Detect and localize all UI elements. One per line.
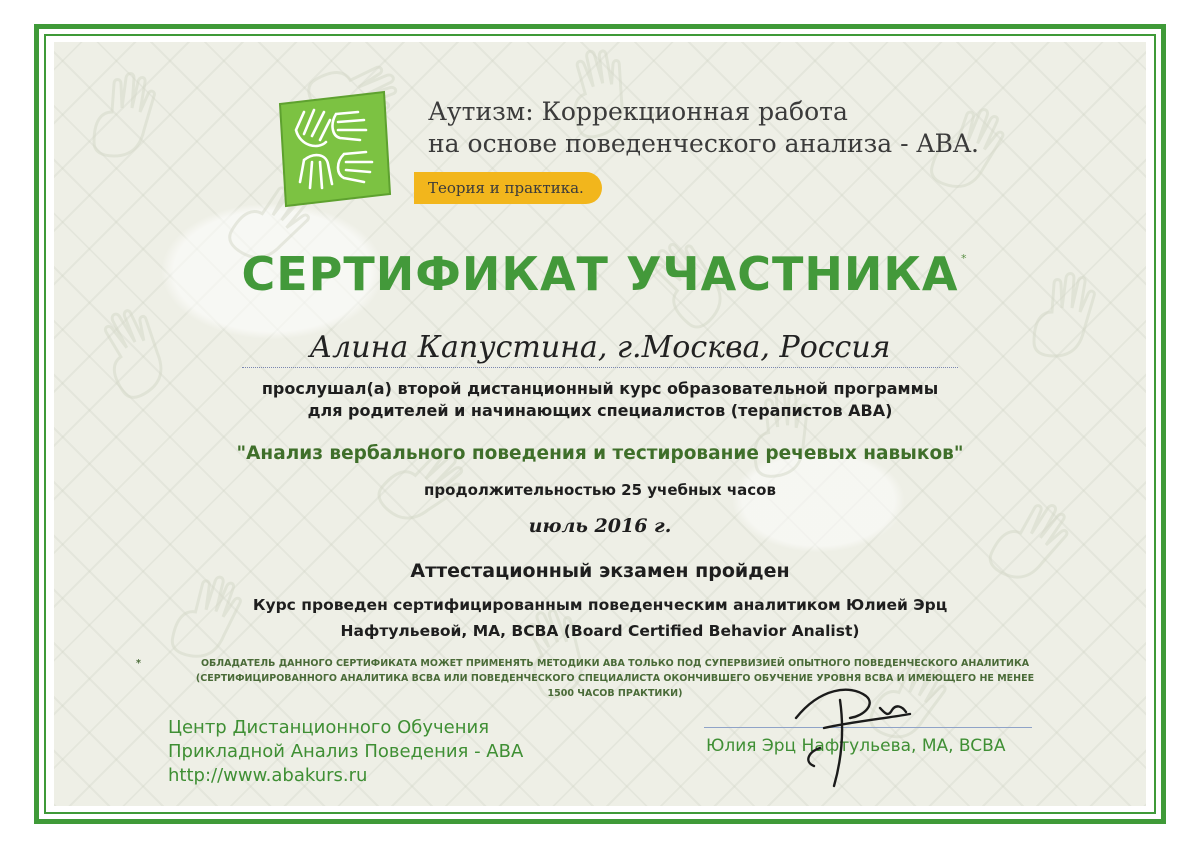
certificate-title: СЕРТИФИКАТ УЧАСТНИКА: [241, 247, 959, 301]
logo-title-line1: Аутизм: Коррекционная работа: [428, 97, 848, 126]
course-date: июль 2016 г.: [528, 515, 672, 537]
instructor-statement-line1: Курс проведен сертифицированным поведенческим аналитиком Юлией Эрц: [252, 596, 948, 614]
handwritten-signature: [780, 678, 940, 798]
exam-status: Аттестационный экзамен пройден: [410, 560, 790, 582]
course-description: [0, 378, 1200, 422]
logo-badge: Теория и практика.: [414, 172, 602, 204]
organization-line2: Прикладной Анализ Поведения - АВА: [168, 741, 524, 762]
organization-line1: Центр Дистанционного Обучения: [168, 717, 490, 738]
organization-url: http://www.abakurs.ru: [168, 765, 368, 786]
course-name: "Анализ вербального поведения и тестирование речевых навыков": [236, 443, 964, 464]
footnote: [136, 656, 1088, 701]
organization-block: [168, 716, 523, 788]
signer-name: Юлия Эрц Нафтульева, МА, BCBA: [706, 736, 1006, 756]
course-description-line1: прослушал(а) второй дистанционный курс образовательной программы: [261, 379, 939, 398]
instructor-statement: [0, 592, 1200, 644]
course-duration: продолжительностью 25 учебных часов: [424, 481, 776, 499]
recipient-name: Алина Капустина, г.Москва, Россия: [309, 330, 891, 365]
title-footnote-mark: *: [961, 252, 967, 265]
course-description-line2: для родителей и начинающих специалистов (терапистов АВА): [307, 401, 893, 420]
footnote-line1: ОБЛАДАТЕЛЬ ДАННОГО СЕРТИФИКАТА МОЖЕТ ПРИМЕНЯТЬ МЕТОДИКИ АВА ТОЛЬКО ПОД СУПЕРВИЗИЕЙ ОПЫТНОГО ПОВЕДЕНЧЕСКОГО АНАЛИТИКА: [200, 658, 1030, 669]
footnote-line3: 1500 ЧАСОВ ПРАКТИКИ): [547, 688, 683, 699]
recipient-underline: [242, 367, 958, 368]
logo-title-line2: на основе поведенческого анализа - ABA.: [428, 129, 979, 158]
logo-title: [428, 96, 988, 160]
footnote-line2: (СЕРТИФИЦИРОВАННОГО АНАЛИТИКА BCBA ИЛИ ПОВЕДЕНЧЕСКОГО СПЕЦИАЛИСТА ОКОНЧИВШЕГО ОБУЧЕНИЕ УРОВНЯ BCBA И ИМЕЮЩЕГО НЕ МЕНЕЕ: [195, 673, 1035, 684]
footnote-mark: *: [136, 658, 141, 669]
course-logo: [274, 90, 394, 208]
instructor-statement-line2: Нафтульевой, МА, BCBA (Board Certified Behavior Analist): [340, 622, 860, 640]
